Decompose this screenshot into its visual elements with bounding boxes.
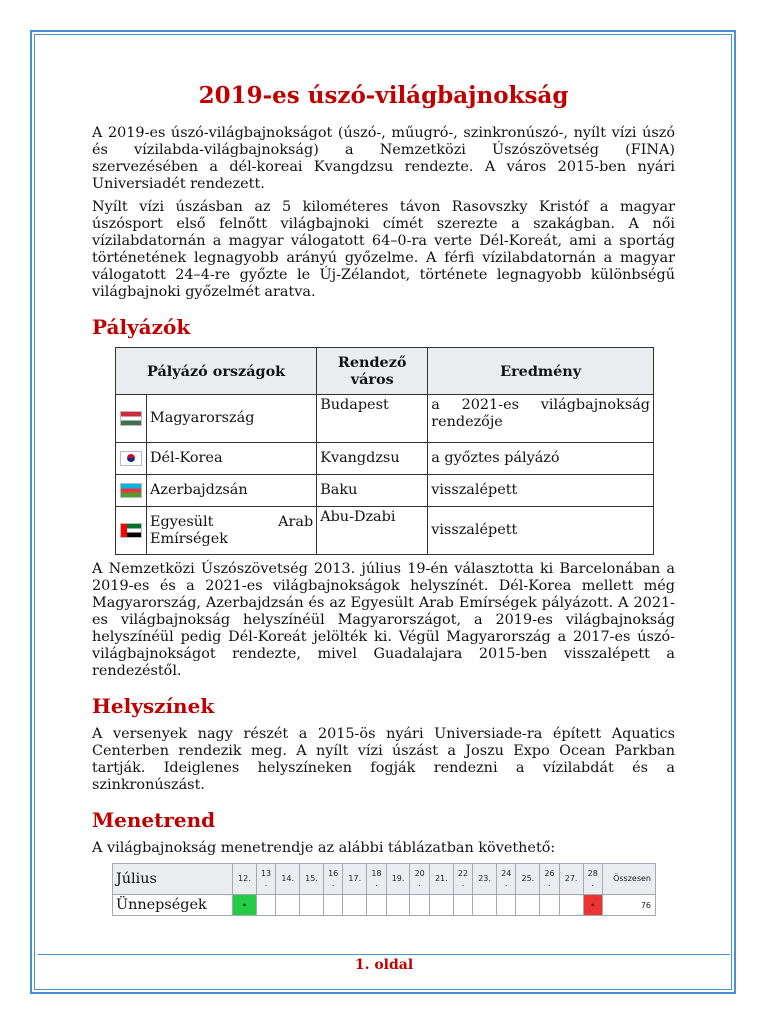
- bids-table: [115, 347, 654, 555]
- schedule-day-header: 14.: [276, 864, 300, 895]
- schedule-row: [113, 895, 656, 916]
- venues-paragraph: A versenyek nagy részét a 2015-ös nyári Universiade-ra épített Aquatics Centerben rendezik meg. A nyílt vízi úszást a Joszu Expo Ocean Parkban tartják. Ideiglenes helyszíneken fogják rendezni a vízilabdát és a szinkronúszást.: [92, 726, 675, 793]
- schedule-cell: [367, 895, 386, 916]
- schedule-cell: [256, 895, 275, 916]
- document-body: [92, 82, 675, 916]
- schedule-cell: •: [233, 895, 257, 916]
- page-title: 2019-es úszó-világbajnokság: [198, 82, 569, 109]
- schedule-day-header: 17.: [343, 864, 367, 895]
- table-row: [116, 475, 654, 507]
- schedule-cell: [343, 895, 367, 916]
- schedule-day-header: 19.: [386, 864, 410, 895]
- table-row: [116, 507, 654, 555]
- schedule-day-header: 16 .: [323, 864, 342, 895]
- schedule-cell: [429, 895, 453, 916]
- schedule-intro: A világbajnokság menetrendje az alábbi táblázatban követhető:: [92, 840, 556, 856]
- footer-divider: [38, 954, 730, 955]
- country-cell: Egyesült Arab Emírségek: [147, 507, 317, 555]
- schedule-cell: [497, 895, 516, 916]
- result-cell: a 2021-es világbajnokság rendezője: [428, 395, 654, 443]
- country-cell: Dél-Korea: [147, 443, 317, 475]
- schedule-day-header: 27.: [559, 864, 583, 895]
- schedule-cell: •: [583, 895, 602, 916]
- schedule-day-header: 24 .: [497, 864, 516, 895]
- country-cell: Azerbajdzsán: [147, 475, 317, 507]
- flag-uae-icon: [120, 523, 142, 538]
- result-cell: a győztes pályázó: [428, 443, 654, 475]
- schedule-day-header: 25.: [516, 864, 540, 895]
- flag-azerbaijan-icon: [120, 483, 142, 498]
- bids-paragraph: A Nemzetközi Úszószövetség 2013. július 19-én választotta ki Barcelonában a 2019-es és a 2021-es világbajnokságok helyszínét. Dél-Korea mellett még Magyarország, Azerbajdzsán és az Egyesült Arab Emírségek pályázott. A 2021-es világbajnokság helyszínéül Magyarországot, a 2019-es világbajnokság helyszínéül pedig Dél-Koreát jelölték ki. Végül Magyarország a 2017-es úszó-világbajnokságot rendezte, mivel Guadalajara 2015-ben visszalépett a rendezéstől.: [92, 561, 675, 679]
- schedule-day-header: 18 .: [367, 864, 386, 895]
- flag-south-korea-icon: [120, 451, 142, 466]
- result-cell: visszalépett: [428, 507, 654, 555]
- schedule-month: Július: [113, 864, 233, 895]
- schedule-table: [112, 863, 656, 916]
- table-row: [116, 395, 654, 443]
- schedule-cell: [386, 895, 410, 916]
- column-header-countries: Pályázó országok: [116, 348, 317, 395]
- schedule-day-header: 12.: [233, 864, 257, 895]
- result-cell: visszalépett: [428, 475, 654, 507]
- page-number: 1. oldal: [354, 957, 414, 973]
- section-heading-venues: Helyszínek: [92, 694, 215, 718]
- schedule-header-row: [113, 864, 656, 895]
- section-heading-schedule: Menetrend: [92, 808, 216, 832]
- schedule-day-header: 15.: [300, 864, 324, 895]
- schedule-cell: [276, 895, 300, 916]
- schedule-total-header: Összesen: [603, 864, 656, 895]
- city-cell: Baku: [317, 475, 428, 507]
- schedule-total: 76: [603, 895, 656, 916]
- schedule-day-header: 13 .: [256, 864, 275, 895]
- section-heading-bids: Pályázók: [92, 315, 191, 339]
- table-row: [116, 443, 654, 475]
- schedule-cell: [473, 895, 497, 916]
- column-header-city: Rendező város: [317, 348, 428, 395]
- city-cell: Kvangdzsu: [317, 443, 428, 475]
- schedule-cell: [410, 895, 429, 916]
- schedule-cell: [559, 895, 583, 916]
- intro-paragraph-1: A 2019-es úszó-világbajnokságot (úszó-, műugró-, szinkronúszó-, nyílt vízi úszó és vízilabda-világbajnokság) a Nemzetközi Úszószövetség (FINA) szervezésében a dél-koreai Kvangdzsu rendezte. A város 2015-ben nyári Universiadét rendezett.: [92, 125, 675, 192]
- city-cell: Abu-Dzabi: [317, 507, 428, 555]
- intro-paragraph-2: Nyílt vízi úszásban az 5 kilométeres távon Rasovszky Kristóf a magyar úszósport első felnőtt világbajnoki címét szerezte a szakágban. A női vízilabdatornán a magyar válogatott 64–0-ra verte Dél-Koreát, ami a sportág történetének legnagyobb arányú győzelme. A férfi vízilabdatornán a magyar válogatott 24–4-re győzte le Új-Zélandot, története legnagyobb különbségű világbajnoki győzelmét aratva.: [92, 199, 675, 300]
- schedule-day-header: 28 .: [583, 864, 602, 895]
- schedule-row-label: Ünnepségek: [113, 895, 233, 916]
- schedule-day-header: 26 .: [540, 864, 559, 895]
- schedule-day-header: 22 .: [453, 864, 472, 895]
- schedule-cell: [453, 895, 472, 916]
- column-header-result: Eredmény: [428, 348, 654, 395]
- schedule-cell: [516, 895, 540, 916]
- schedule-cell: [540, 895, 559, 916]
- flag-hungary-icon: [120, 411, 142, 426]
- schedule-cell: [323, 895, 342, 916]
- city-cell: Budapest: [317, 395, 428, 443]
- schedule-day-header: 21.: [429, 864, 453, 895]
- schedule-day-header: 20 .: [410, 864, 429, 895]
- country-cell: Magyarország: [147, 395, 317, 443]
- table-header-row: [116, 348, 654, 395]
- schedule-day-header: 23.: [473, 864, 497, 895]
- schedule-cell: [300, 895, 324, 916]
